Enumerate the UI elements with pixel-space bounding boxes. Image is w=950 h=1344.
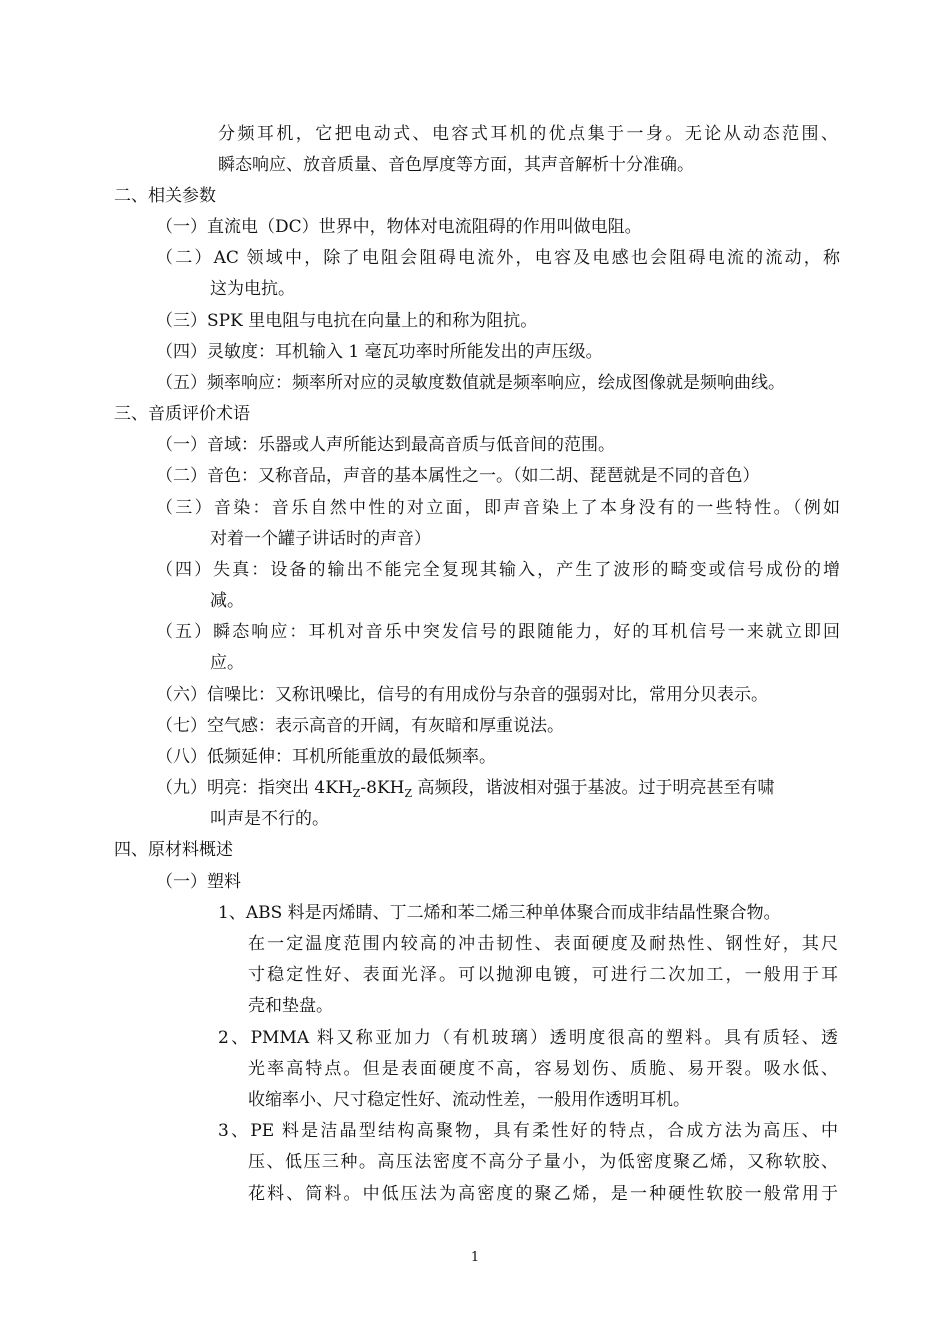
list-item: （四）灵敏度：耳机输入 1 毫瓦功率时所能发出的声压级。 xyxy=(156,342,603,362)
list-item: （二）音色：又称音品，声音的基本属性之一。（如二胡、琵琶就是不同的音色） xyxy=(156,466,760,486)
numbered-item-continuation: 寸稳定性好、表面光泽。可以抛泖电镀，可进行二次加工，一般用于耳 xyxy=(248,965,838,985)
list-item: （六）信噪比：又称讯噪比，信号的有用成份与杂音的强弱对比，常用分贝表示。 xyxy=(156,685,768,705)
subsection-heading: （一）塑料 xyxy=(156,872,241,892)
numbered-item-continuation: 花料、筒料。中低压法为高密度的聚乙烯，是一种硬性软胶一般常用于 xyxy=(248,1184,838,1204)
list-item-text: （九）明亮：指突出 4KH xyxy=(156,778,353,798)
list-item-continuation: 叫声是不行的。 xyxy=(210,809,329,829)
section-heading: 四、原材料概述 xyxy=(114,840,233,860)
list-item-continuation: 减。 xyxy=(210,591,244,611)
list-item: （一）音域：乐器或人声所能达到最高音质与低音间的范围。 xyxy=(156,435,615,455)
list-item: （八）低频延伸：耳机所能重放的最低频率。 xyxy=(156,747,496,767)
list-item xyxy=(156,776,775,800)
numbered-item-continuation: 压、低压三种。高压法密度不高分子量小，为低密度聚乙烯，又称软胶、 xyxy=(248,1152,838,1172)
list-item-continuation: 对着一个罐子讲话时的声音） xyxy=(210,529,431,549)
list-item: （二）AC 领域中，除了电阻会阻碍电流外，电容及电感也会阻碍电流的流动，称 xyxy=(156,248,840,268)
numbered-item: 1、ABS 料是丙烯睛、丁二烯和苯二烯三种单体聚合而成非结晶性聚合物。 xyxy=(218,903,781,923)
section-heading: 二、相关参数 xyxy=(114,186,216,206)
list-item: （一）直流电（DC）世界中，物体对电流阻碍的作用叫做电阻。 xyxy=(156,217,642,237)
list-item: （四）失真：设备的输出不能完全复现其输入，产生了波形的畸变或信号成份的增 xyxy=(156,560,840,580)
list-item: （五）瞬态响应：耳机对音乐中突发信号的跟随能力，好的耳机信号一来就立即回 xyxy=(156,622,840,642)
numbered-item-continuation: 收缩率小、尺寸稳定性好、流动性差，一般用作透明耳机。 xyxy=(248,1090,690,1110)
paragraph-line: 瞬态响应、放音质量、音色厚度等方面，其声音解析十分准确。 xyxy=(218,155,694,175)
list-item-continuation: 应。 xyxy=(210,653,244,673)
numbered-item-continuation: 光率高特点。但是表面硬度不高，容易划伤、质脆、易开裂。吸水低、 xyxy=(248,1059,838,1079)
list-item-text: -8KH xyxy=(360,778,405,798)
section-heading: 三、音质评价术语 xyxy=(114,404,250,424)
paragraph-line: 分频耳机，它把电动式、电容式耳机的优点集于一身。无论从动态范围、 xyxy=(218,124,838,144)
subscript: Z xyxy=(352,787,361,800)
subscript: Z xyxy=(404,787,413,800)
list-item: （五）频率响应：频率所对应的灵敏度数值就是频率响应，绘成图像就是频响曲线。 xyxy=(156,373,785,393)
numbered-item: 3、PE 料是洁晶型结构高聚物，具有柔性好的特点，合成方法为高压、中 xyxy=(218,1121,838,1141)
numbered-item-continuation: 壳和垫盘。 xyxy=(248,996,333,1016)
list-item: （三）SPK 里电阻与电抗在向量上的和称为阻抗。 xyxy=(156,311,538,331)
list-item-text: 高频段，谐波相对强于基波。过于明亮甚至有啸 xyxy=(412,778,775,798)
numbered-item-continuation: 在一定温度范围内较高的冲击韧性、表面硬度及耐热性、钢性好，其尺 xyxy=(248,934,838,954)
list-item-continuation: 这为电抗。 xyxy=(210,279,295,299)
list-item: （三）音染：音乐自然中性的对立面，即声音染上了本身没有的一些特性。（例如 xyxy=(156,498,840,518)
list-item: （七）空气感：表示高音的开阔，有灰暗和厚重说法。 xyxy=(156,716,564,736)
page-number: 1 xyxy=(470,1250,480,1265)
numbered-item: 2、PMMA 料又称亚加力（有机玻璃）透明度很高的塑料。具有质轻、透 xyxy=(218,1028,838,1048)
